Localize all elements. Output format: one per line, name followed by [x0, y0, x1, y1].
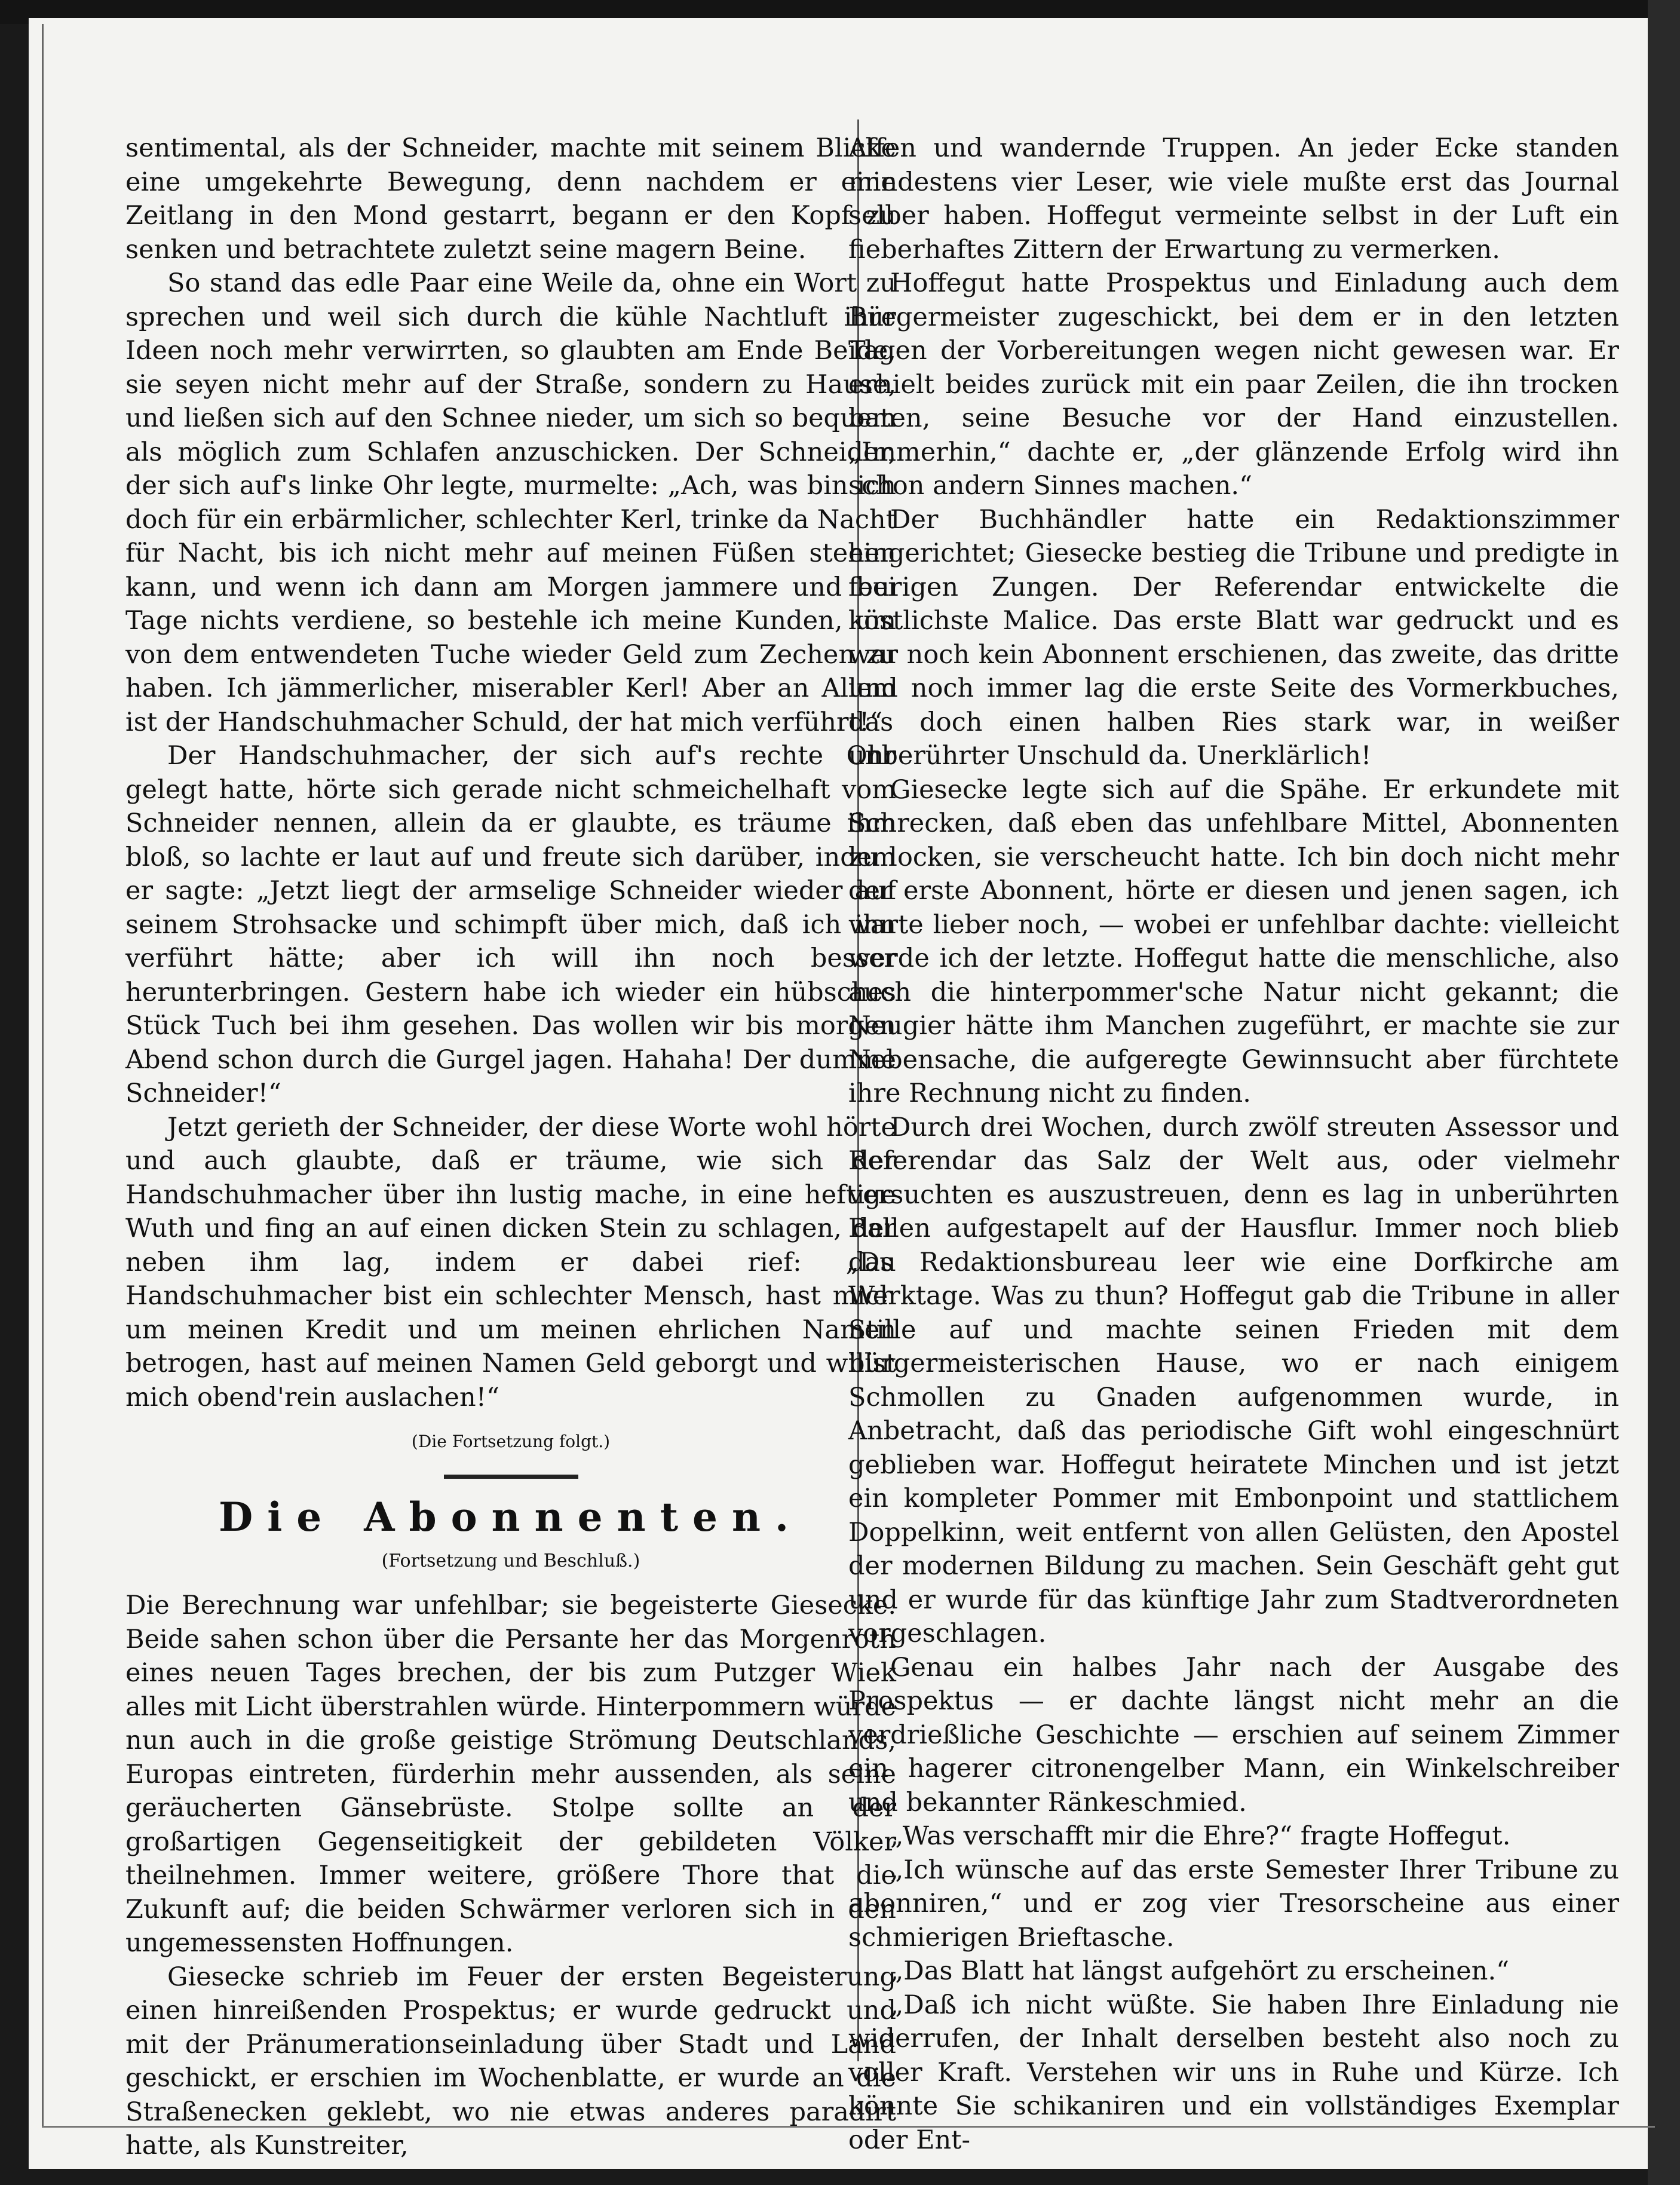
continuation-note: (Die Fortsetzung folgt.) — [411, 1432, 611, 1451]
paragraph: Jetzt gerieth der Schneider, der diese Worte wohl hörte und auch glaubte, daß er träume, wie sich der Handschuhmacher über ihn lustig mache, in eine heftige Wuth und fing an auf einen dicken Stein zu schlagen, der neben ihm lag, indem er dabei rief: „Du Handschuhmacher bist ein schlechter Mensch, hast mich um meinen Kredit und um meinen ehrlichen Namen betrogen, hast auf meinen Namen Geld geborgt und willst mich obend'rein auslachen!“ — [125, 1112, 896, 1412]
paragraph: sentimental, als der Schneider, machte mit seinem Blicke eine umgekehrte Bewegung, denn nachdem er eine Zeitlang in den Mond gestarrt, begann er den Kopf zu senken und betrachtete zuletzt seine magern Beine. — [125, 133, 896, 265]
paragraph: Durch drei Wochen, durch zwölf streuten Assessor und Referendar das Salz der Welt aus, oder vielmehr versuchten es auszustreuen, denn es lag in unberührten Ballen aufgestapelt auf der Hausflur. Immer noch blieb das Redaktionsbureau leer wie eine Dorfkirche am Werktage. Was zu thun? Hoffegut gab die Tribune in aller Stille auf und machte seinen Frieden mit dem bürgermeisterischen Hause, wo er nach einigem Schmollen zu Gnaden aufgenommen wurde, in Anbetracht, daß das periodische Gift wohl eingeschnürt geblieben war. Hoffegut heiratete Minchen und ist jetzt ein kompleter Pommer mit Embonpoint und stattlichem Doppelkinn, weit entfernt von allen Gelüsten, den Apostel der modernen Bildung zu machen. Sein Geschäft geht gut und er wurde für das künftige Jahr zum Stadtverordneten vorgeschlagen. — [848, 1112, 1619, 1648]
paragraph: „Ich wünsche auf das erste Semester Ihrer Tribune zu abonniren,“ und er zog vier Tresorscheine aus einer schmierigen Brieftasche. — [848, 1855, 1619, 1953]
paragraph: Die Berechnung war unfehlbar; sie begeisterte Giesecke. Beide sahen schon über die Persante her das Morgenroth eines neuen Tages brechen, der bis zum Putzger Wiek alles mit Licht überstrahlen würde. Hinterpommern würde nun auch in die große geistige Strömung Deutschlands, Europas eintreten, fürderhin mehr aussenden, als seine geräucherten Gänsebrüste. Stolpe sollte an der großartigen Gegenseitigkeit der gebildeten Völker theilnehmen. Immer weitere, größere Thore that die Zukunft auf; die beiden Schwärmer verloren sich in den ungemessensten Hoffnungen. — [125, 1591, 896, 1958]
article-title: Die Abonnenten. — [218, 1493, 804, 1540]
section-divider — [444, 1475, 578, 1479]
paragraph: Affen und wandernde Truppen. An jeder Ecke standen mindestens vier Leser, wie viele mußte erst das Journal selber haben. Hoffegut vermeinte selbst in der Luft ein fieberhaftes Zittern der Erwartung zu vermerken. — [848, 133, 1619, 265]
paragraph: „Daß ich nicht wüßte. Sie haben Ihre Einladung nie widerrufen, der Inhalt derselben besteht also noch zu voller Kraft. Verstehen wir uns in Ruhe und Kürze. Ich könnte Sie schikaniren und ein vollständiges Exemplar oder Ent- — [848, 1990, 1619, 2155]
paragraph: „Das Blatt hat längst aufgehört zu erscheinen.“ — [890, 1956, 1510, 1986]
paragraph: Giesecke legte sich auf die Spähe. Er erkundete mit Schrecken, daß eben das unfehlbare Mittel, Abonnenten zu locken, sie verscheucht hatte. Ich bin doch nicht mehr der erste Abonnent, hörte er diesen und jenen sagen, ich warte lieber noch, — wobei er unfehlbar dachte: vielleicht werde ich der letzte. Hoffegut hatte die menschliche, also auch die hinterpommer'sche Natur nicht gekannt; die Neugier hätte ihm Manchen zugeführt, er machte sie zur Nebensache, die aufgeregte Gewinnsucht aber fürchtete ihre Rechnung nicht zu finden. — [848, 774, 1619, 1108]
left-edge-rule — [42, 24, 44, 2127]
scan-right-border — [1648, 0, 1680, 2185]
paragraph: Der Buchhändler hatte ein Redaktionszimmer eingerichtet; Giesecke bestieg die Tribune und predigte in feurigen Zungen. Der Referendar entwickelte die köstlichste Malice. Das erste Blatt war gedruckt und es war noch kein Abonnent erschienen, das zweite, das dritte und noch immer lag die erste Seite des Vormerkbuches, das doch einen halben Ries stark war, in weißer unberührter Unschuld da. Unerklärlich! — [848, 504, 1619, 771]
paragraph: So stand das edle Paar eine Weile da, ohne ein Wort zu sprechen und weil sich durch die kühle Nachtluft ihre Ideen noch mehr verwirrten, so glaubten am Ende Beide, sie seyen nicht mehr auf der Straße, sondern zu Hause, und ließen sich auf den Schnee nieder, um sich so bequem als möglich zum Schlafen anzuschicken. Der Schneider, der sich auf's linke Ohr legte, murmelte: „Ach, was bin ich doch für ein erbärmlicher, schlechter Kerl, trinke da Nacht für Nacht, bis ich nicht mehr auf meinen Füßen stehen kann, und wenn ich dann am Morgen jammere und bei Tage nichts verdiene, so bestehle ich meine Kunden, um von dem entwendeten Tuche wieder Geld zum Zechen zu haben. Ich jämmerlicher, miserabler Kerl! Aber an Allem ist der Handschuhmacher Schuld, der hat mich verführt!“ — [125, 268, 896, 737]
left-column — [125, 131, 896, 2161]
article-subtitle: (Fortsetzung und Beschluß.) — [381, 1550, 640, 1571]
paragraph: Genau ein halbes Jahr nach der Ausgabe des Prospektus — er dachte längst nicht mehr an die verdrießliche Geschichte — erschien auf seinem Zimmer ein hagerer citronengelber Mann, ein Winkelschreiber und bekannter Ränkeschmied. — [848, 1652, 1619, 1818]
paragraph: „Was verschafft mir die Ehre?“ fragte Hoffegut. — [890, 1821, 1511, 1851]
paragraph: Hoffegut hatte Prospektus und Einladung auch dem Bürgermeister zugeschickt, bei dem er in den letzten Tagen der Vorbereitungen wegen nicht gewesen war. Er erhielt beides zurück mit ein paar Zeilen, die ihn trocken baten, seine Besuche vor der Hand einzustellen. „Immerhin,“ dachte er, „der glänzende Erfolg wird ihn schon andern Sinnes machen.“ — [848, 268, 1619, 501]
paragraph: Giesecke schrieb im Feuer der ersten Begeisterung einen hinreißenden Prospektus; er wurde gedruckt und mit der Pränumerationseinladung über Stadt und Land geschickt, er erschien im Wochenblatte, er wurde an die Straßenecken geklebt, wo nie etwas anderes paradirt hatte, als Kunstreiter, — [125, 1962, 896, 2161]
right-column — [848, 131, 1619, 2155]
paragraph: Der Handschuhmacher, der sich auf's rechte Ohr gelegt hatte, hörte sich gerade nicht schmeichelhaft vom Schneider nennen, allein da er glaubte, es träume ihm bloß, so lachte er laut auf und freute sich darüber, indem er sagte: „Jetzt liegt der armselige Schneider wieder auf seinem Strohsacke und schimpft über mich, daß ich ihn verführt hätte; aber ich will ihn noch besser herunterbringen. Gestern habe ich wieder ein hübsches Stück Tuch bei ihm gesehen. Das wollen wir bis morgen Abend schon durch die Gurgel jagen. Hahaha! Der dumme Schneider!“ — [125, 741, 896, 1108]
